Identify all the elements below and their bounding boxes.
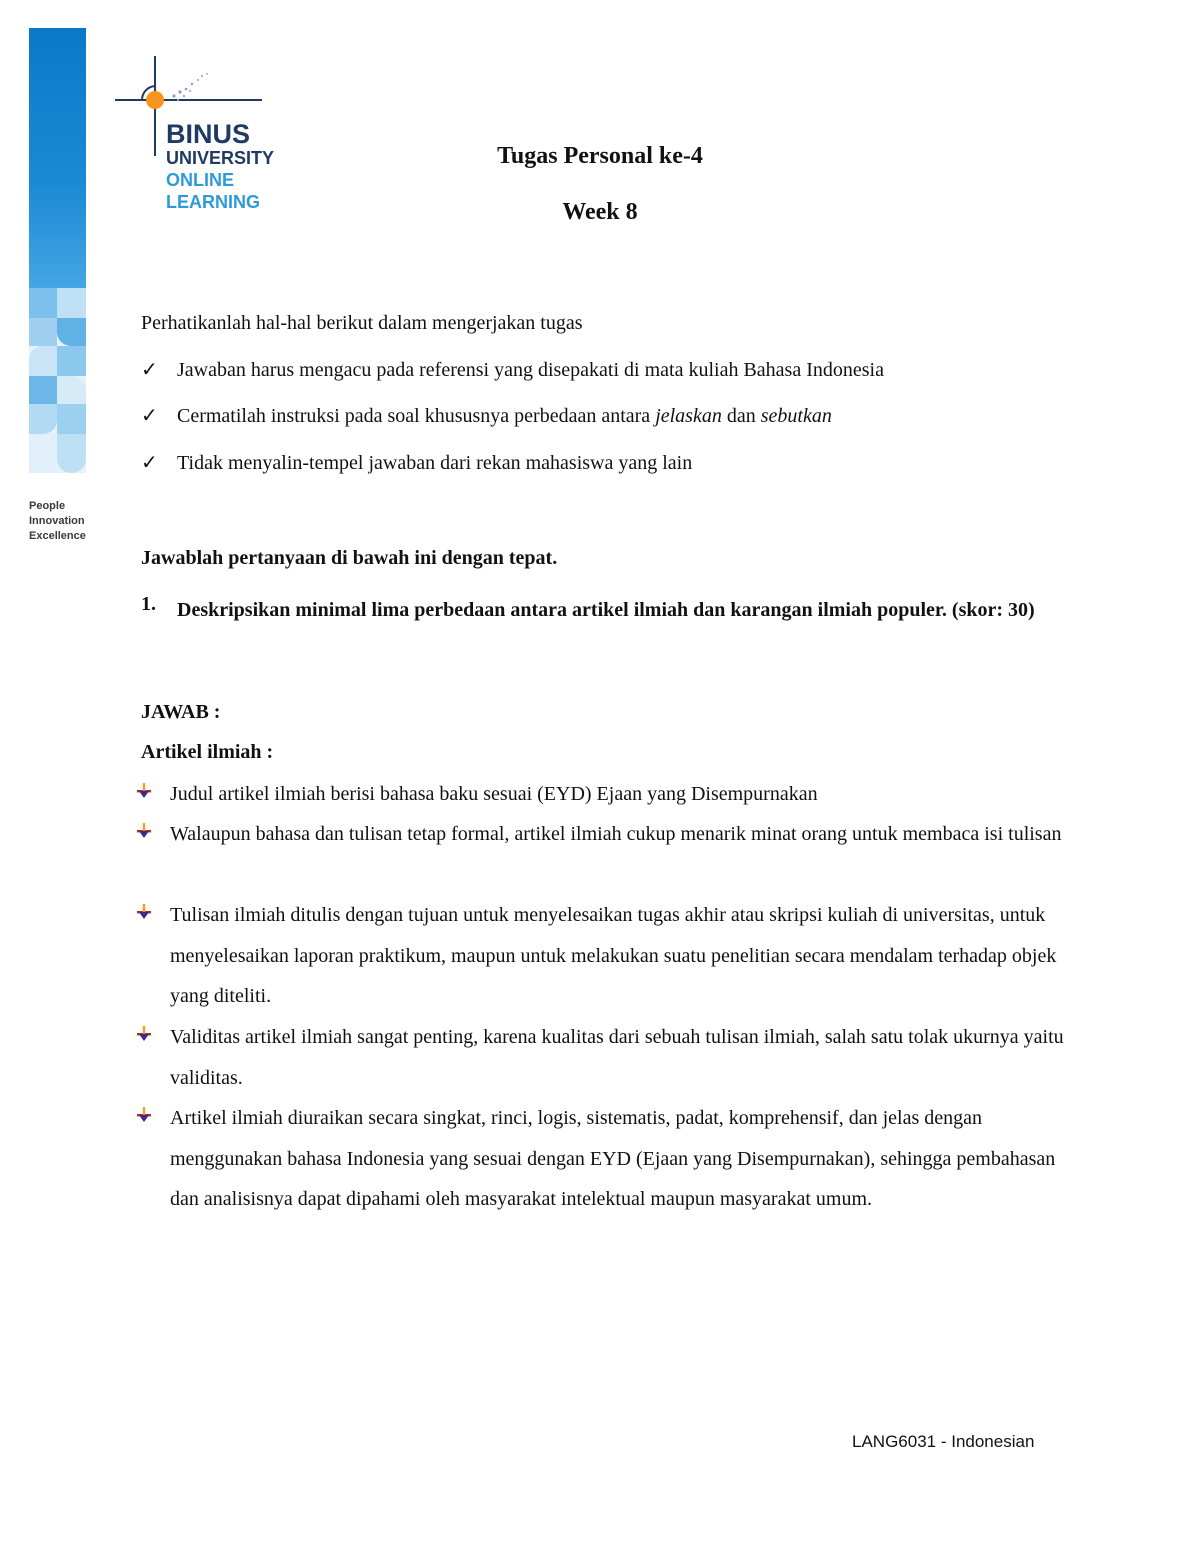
answer-label: JAWAB : (141, 701, 221, 723)
check-icon: ✓ (141, 357, 158, 381)
arrow-down-bullet-icon (135, 782, 153, 800)
arrow-down-bullet-icon (135, 822, 153, 840)
check-icon: ✓ (141, 403, 158, 427)
instruction-text: dan (721, 405, 761, 427)
answer-bullet-item: Judul artikel ilmiah berisi bahasa baku sesuai (EYD) Ejaan yang Disempurnakan (170, 783, 818, 805)
instructions-intro: Perhatikanlah hal-hal berikut dalam mengerjakan tugas (141, 312, 583, 334)
logo-learning: LEARNING (166, 192, 260, 212)
question-text: Deskripsikan minimal lima perbedaan antara artikel ilmiah dan karangan ilmiah populer. (skor: 30) (177, 599, 1035, 621)
instruction-item (177, 404, 832, 428)
instruction-item: Tidak menyalin-tempel jawaban dari rekan mahasiswa yang lain (177, 452, 693, 474)
decorative-side-stripe (29, 28, 86, 473)
check-icon: ✓ (141, 450, 158, 474)
logo-brand: BINUS (166, 119, 251, 149)
logo-university: UNIVERSITY (166, 148, 275, 168)
answer-bullet-item: Walaupun bahasa dan tulisan tetap formal, artikel ilmiah cukup menarik minat orang untuk membaca isi tulisan (170, 823, 1062, 845)
question-number: 1. (141, 593, 156, 615)
answer-bullet-item: Validitas artikel ilmiah sangat penting, karena kualitas dari sebuah tulisan ilmiah, salah satu tolak ukurnya yaitu validitas. (170, 1026, 1064, 1089)
document-week: Week 8 (562, 199, 638, 225)
footer-course-code: LANG6031 - Indonesian (852, 1432, 1035, 1451)
emphasis-jelaskan: jelaskan (655, 405, 722, 427)
answer-subheading: Artikel ilmiah : (141, 741, 274, 763)
answer-bullet-item: Tulisan ilmiah ditulis dengan tujuan untuk menyelesaikan tugas akhir atau skripsi kuliah di universitas, untuk menyelesaikan laporan praktikum, maupun untuk melakukan suatu penelitian secara mendalam terhadap objek yang diteliti. (170, 904, 1057, 1007)
tagline-line: People (29, 500, 66, 512)
stripe-mosaic (29, 288, 86, 473)
arrow-down-bullet-icon (135, 1025, 153, 1043)
arrow-down-bullet-icon (135, 903, 153, 921)
arrow-down-bullet-icon (135, 1106, 153, 1124)
tagline (29, 499, 86, 544)
question-heading: Jawablah pertanyaan di bawah ini dengan tepat. (141, 547, 558, 569)
logo-online: ONLINE (166, 170, 235, 190)
instruction-item: Jawaban harus mengacu pada referensi yang disepakati di mata kuliah Bahasa Indonesia (177, 359, 884, 381)
document-title: Tugas Personal ke-4 (497, 143, 703, 169)
emphasis-sebutkan: sebutkan (760, 405, 832, 427)
instruction-text: Cermatilah instruksi pada soal khususnya perbedaan antara (177, 405, 656, 427)
tagline-line: Excellence (29, 530, 86, 542)
tagline-line: Innovation (29, 515, 85, 527)
answer-bullet-item: Artikel ilmiah diuraikan secara singkat, rinci, logis, sistematis, padat, komprehensif, dan jelas dengan menggunakan bahasa Indonesia yang sesuai dengan EYD (Ejaan yang Disempurnakan), sehingga pembahasan dan analisisnya dapat dipahami oleh masyarakat intelektual maupun masyarakat umum. (170, 1107, 1056, 1210)
